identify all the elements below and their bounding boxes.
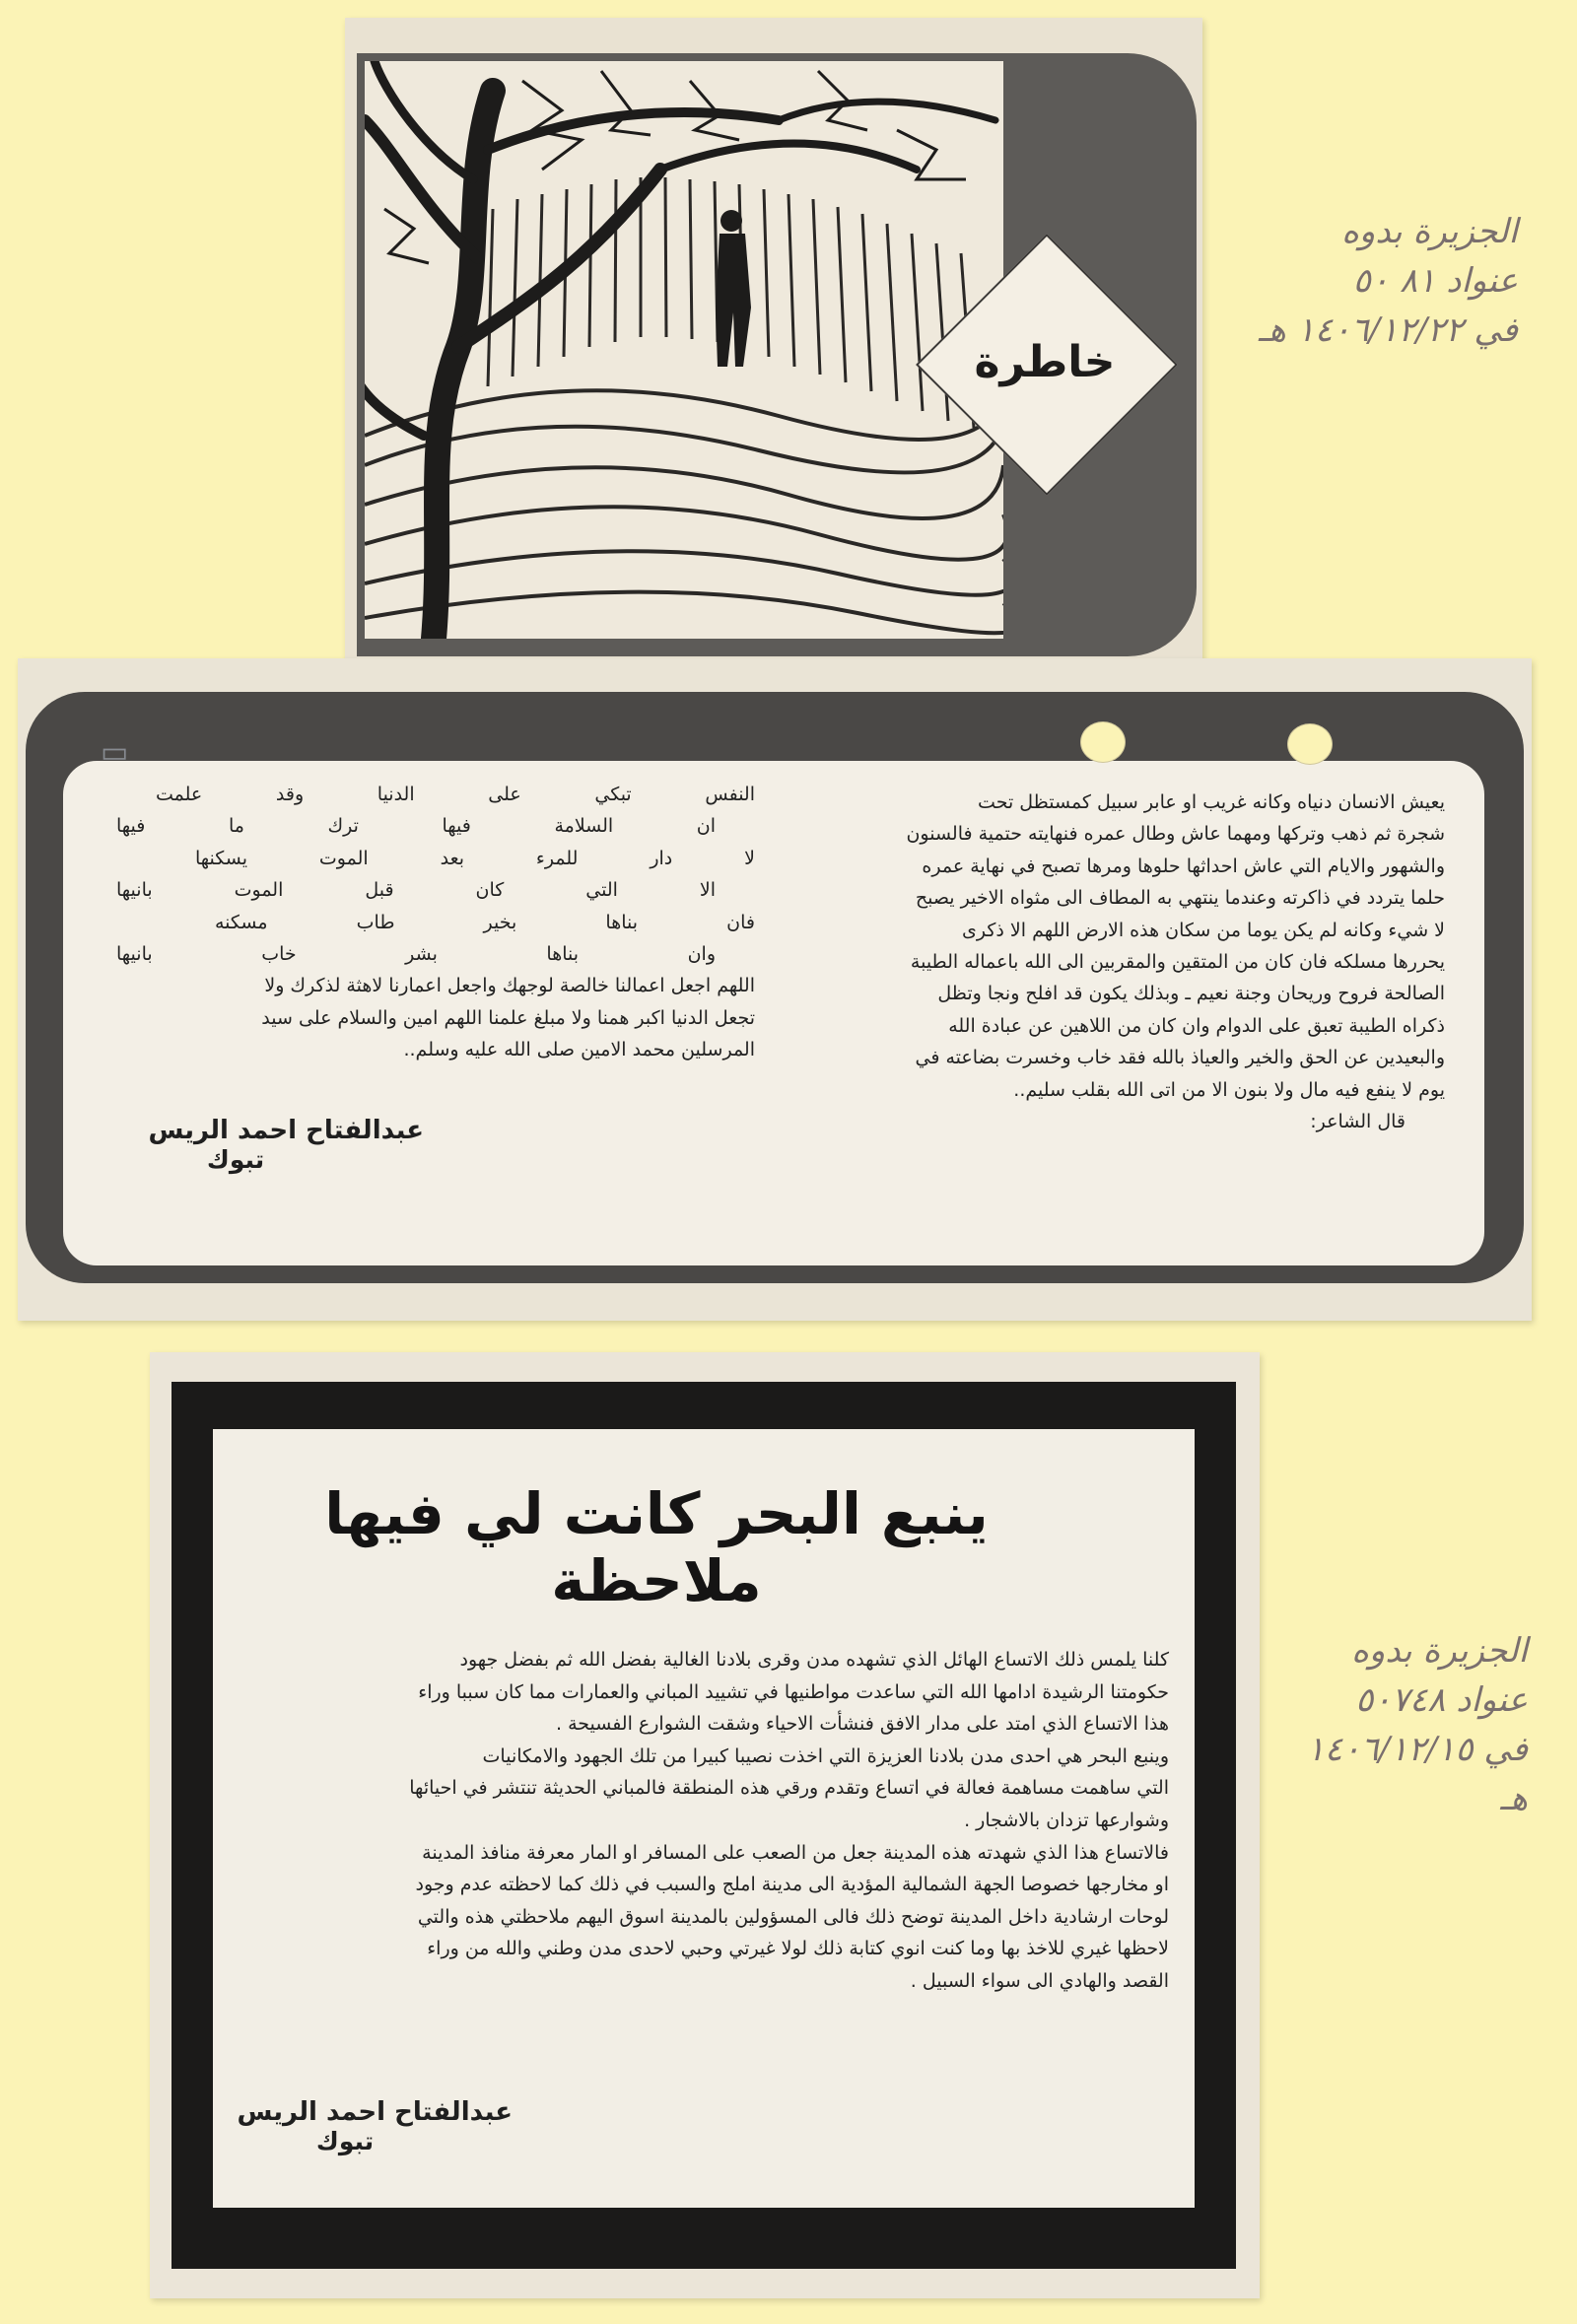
handwritten-note-bottom	[1271, 1626, 1528, 1823]
poem-line: وان بناها بشر خاب بانيها	[116, 943, 716, 966]
note-line: عنواد ٨١ ٥٠	[1352, 261, 1518, 301]
note-line: في ١٤٠٦/١٢/٢٢ هـ	[1258, 310, 1518, 350]
author-name: عبدالفتاح احمد الريس	[237, 2097, 513, 2127]
poem-line: النفس تبكي على الدنيا وقد علمت	[156, 784, 755, 805]
text-line: يحررها مسلكه فان كان من المتقين والمقربين الى الله باعماله الطيبة	[910, 951, 1445, 974]
text-line: اللهم اجعل اعمالنا خالصة لوجهك واجعل اعمارنا لاهثة لذكرك ولا	[264, 975, 755, 997]
text-line: حكومتنا الرشيدة ادامها الله التي ساعدت مواطنيها في تشييد المباني والعمارات مما كان سببا وراء	[418, 1680, 1169, 1703]
poem-line: ان السلامة فيها ترك ما فيها	[116, 815, 716, 838]
text-line: التي ساهمت مساهمة فعالة في اتساع وتقدم ورقي هذه المنطقة فالمباني الحديثة تنتشر في احيائها	[409, 1777, 1169, 1800]
text-line: لا شيء وكانه لم يكن يوما من سكان هذه الارض اللهم الا ذكرى	[962, 919, 1445, 941]
text-line: تجعل الدنيا اكبر همنا ولا مبلغ علمنا اللهم امين والسلام على سيد	[261, 1006, 755, 1029]
handwritten-note-top	[1222, 207, 1518, 355]
text-line: لاحظها غيري للاخذ بها وما كنت انوي كتابة ذلك لولا غيرتي وحبي لاحدى مدن وطني والله من وراء	[427, 1938, 1169, 1960]
text-line: والبعيدين عن الحق والخير والعياذ بالله فقد خاب وخسرت بضاعته في	[915, 1047, 1445, 1069]
text-line: كلنا يلمس ذلك الاتساع الهائل الذي تشهده مدن وقرى بلادنا الغالية بفضل الله ثم بفضل جهود	[459, 1649, 1169, 1671]
text-line: وينبع البحر هي احدى مدن بلادنا العزيزة التي اخذت نصيبا كبيرا من تلك الجهود والامكانيات	[482, 1744, 1169, 1767]
text-line: ذكراه الطيبة تعبق على الدوام وان كان من اللاهين عن عبادة الله	[948, 1014, 1445, 1037]
poem-line: الا التي كان قبل الموت بانيها	[116, 879, 716, 902]
section-label: خاطرة	[974, 337, 1116, 387]
text-line: فالاتساع هذا الذي شهدته هذه المدينة جعل من الصعب على المسافر او المار معرفة منافذ المدينة	[422, 1841, 1169, 1864]
text-line: القصد والهادي الى سواء السبيل .	[910, 1969, 1169, 1992]
author-name: عبدالفتاح احمد الريس	[148, 1116, 424, 1145]
text-line: المرسلين محمد الامين صلى الله عليه وسلم..	[403, 1039, 755, 1061]
author-city: تبوك	[315, 2127, 375, 2155]
article-2-body	[237, 1644, 1169, 1998]
poem-line: فان بناها بخير طاب مسكنه	[215, 911, 755, 933]
forest-illustration	[365, 61, 1003, 639]
text-line: لوحات ارشادية داخل المدينة توضح ذلك فالى المسؤولين بالمدينة اسوق اليهم ملاحظتي هذه والتي	[417, 1905, 1169, 1928]
article-2-signature	[237, 2097, 513, 2155]
note-line: عنواد ٥٠٧٤٨	[1355, 1680, 1528, 1720]
text-line: حلما يتردد في ذاكرته وعندما ينتهي به المطاف الى مثواه الاخير يصبح	[915, 887, 1445, 910]
article-1-right-column	[818, 786, 1445, 1137]
note-line: الجزيرة بدوه	[1351, 1631, 1528, 1671]
bleed-through-mark: ▭	[101, 736, 129, 769]
section-badge	[917, 235, 1173, 491]
article-1-signature	[116, 1116, 424, 1174]
text-line: شجرة ثم ذهب وتركها ومهما عاش وطال عمره فنهايته حتمية فالسنون	[906, 823, 1445, 846]
article-1-left-column	[116, 779, 755, 1066]
punch-hole	[1287, 723, 1333, 765]
illustration-clipping	[345, 18, 1202, 666]
note-line: الجزيرة بدوه	[1341, 212, 1518, 251]
punch-hole	[1080, 721, 1126, 763]
text-line: والشهور والايام التي عاش احداثها حلوها ومرها تصبح في نهاية عمره	[922, 854, 1445, 877]
poem-line: لا دار للمرء بعد الموت يسكنها	[195, 847, 755, 869]
text-line: يعيش الانسان دنياه وكانه غريب او عابر سبيل كمستظل تحت	[978, 791, 1445, 813]
text-line: الصالحة فروح وريحان وجنة نعيم ـ وبذلك يكون قد افلح ونجا وتظل	[937, 983, 1445, 1005]
text-line: او مخارجها خصوصا الجهة الشمالية المؤدية الى مدينة املج والسبب في ذلك كما لاحظته عدم وجود	[415, 1874, 1169, 1896]
text-line: قال الشاعر:	[1310, 1111, 1406, 1133]
note-line: في ١٤٠٦/١٢/١٥ هـ	[1306, 1730, 1528, 1818]
text-line: هذا الاتساع الذي امتد على مدار الافق فنشأت الاحياء وشقت الشوارع الفسيحة .	[555, 1713, 1169, 1736]
author-city: تبوك	[206, 1145, 265, 1174]
text-line: وشوارعها تزدان بالاشجار .	[964, 1809, 1169, 1831]
text-line: يوم لا ينفع فيه مال ولا بنون الا من اتى الله بقلب سليم..	[1013, 1078, 1445, 1101]
article-2-headline: ينبع البحر كانت لي فيها ملاحظة	[324, 1480, 989, 1614]
